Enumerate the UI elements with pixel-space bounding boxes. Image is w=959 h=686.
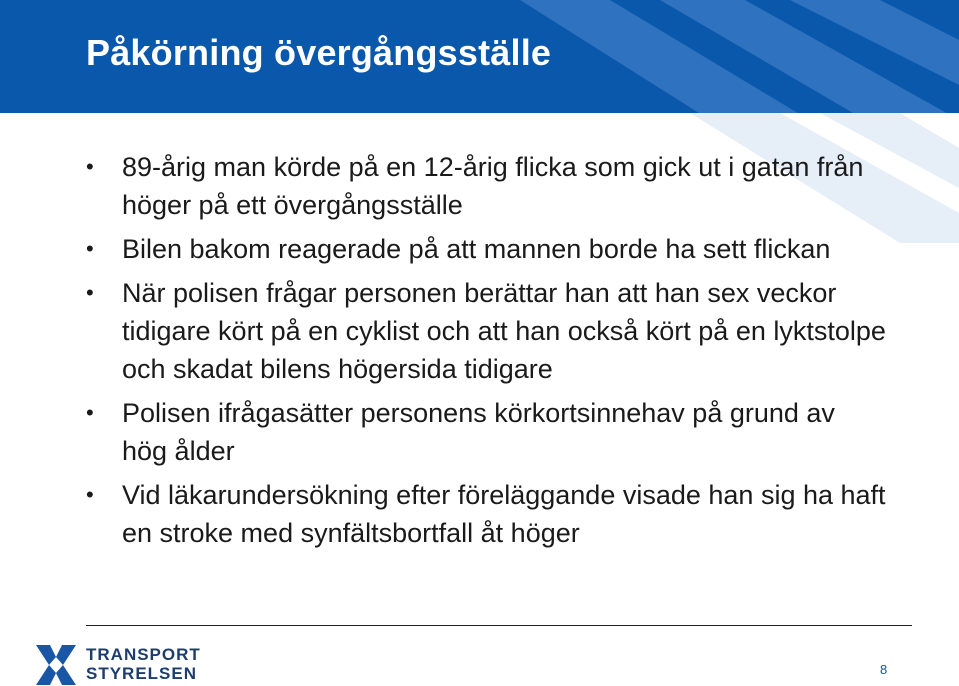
bullet-item: [86, 230, 886, 268]
bullet-item: [86, 476, 886, 552]
bullet-text: Vid läkarundersökning efter föreläggande visade han sig ha haft en stroke med synfältsbortfall åt höger: [122, 480, 886, 548]
bullet-text: När polisen frågar personen berättar han att han sex veckor tidigare kört på en cyklist och att han också kört på en lyktstolpe och skadat bilens högersida tidigare: [122, 278, 886, 384]
bullet-marker: •: [86, 400, 94, 425]
bullet-marker: •: [86, 482, 94, 507]
bullet-marker: •: [86, 236, 94, 261]
logo-line-1: TRANSPORT: [86, 645, 201, 664]
bullet-list: [86, 148, 886, 558]
bullet-text: Bilen bakom reagerade på att mannen borde ha sett flickan: [122, 234, 831, 264]
bullet-marker: •: [86, 280, 94, 305]
bullet-item: [86, 148, 886, 224]
transportstyrelsen-logo: [36, 645, 226, 685]
logo-wordmark: [86, 645, 201, 683]
logo-mark-icon: [36, 645, 76, 685]
footer-divider: [86, 625, 912, 626]
logo-line-2: STYRELSEN: [86, 664, 198, 683]
bullet-text: 89-årig man körde på en 12-årig flicka som gick ut i gatan från höger på ett övergångsställe: [122, 152, 864, 220]
bullet-item: [86, 274, 886, 388]
bullet-item: [86, 394, 886, 470]
bullet-text: Polisen ifrågasätter personens körkortsinnehav på grund av hög ålder: [122, 398, 835, 466]
title-bar: [0, 0, 959, 113]
slide-title: Påkörning övergångsställe: [86, 32, 552, 73]
page-number: 8: [880, 662, 888, 677]
bullet-marker: •: [86, 154, 94, 179]
